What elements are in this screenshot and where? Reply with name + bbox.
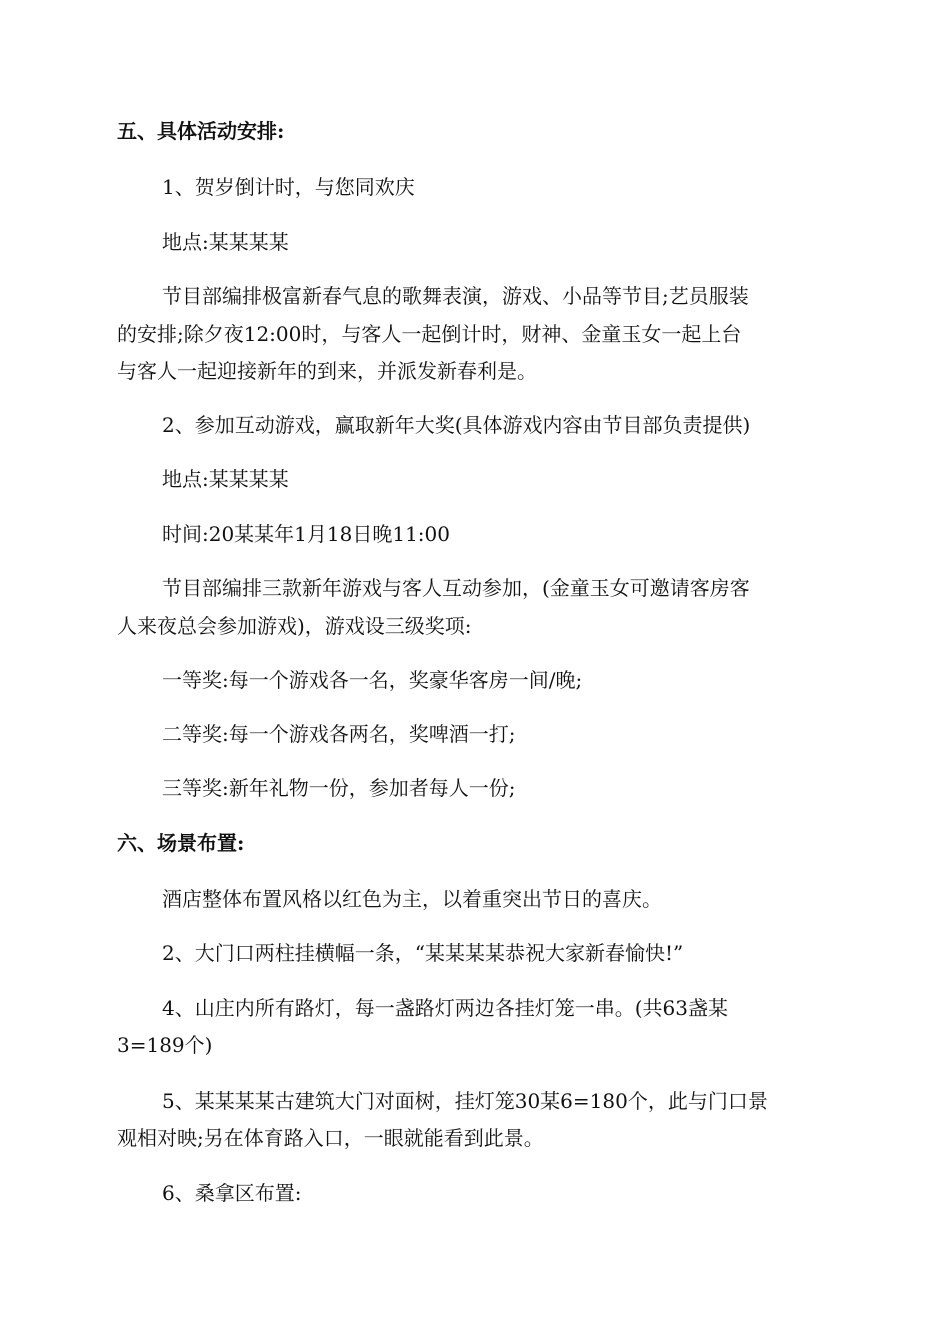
section-heading-activities: 五、具体活动安排: [117, 119, 285, 143]
item-games-location: 地点:某某某某 [162, 467, 289, 491]
decoration-banner: 2、大门口两柱挂横幅一条，“某某某某恭祝大家新春愉快!” [162, 941, 684, 965]
item-countdown-title: 1、贺岁倒计时，与您同欢庆 [162, 175, 415, 199]
decoration-style: 酒店整体布置风格以红色为主，以着重突出节日的喜庆。 [162, 887, 662, 911]
item-games-time: 时间:20某某年1月18日晚11:00 [162, 522, 450, 546]
item-countdown-desc-line1: 节目部编排极富新春气息的歌舞表演，游戏、小品等节目;艺员服装 [162, 284, 749, 308]
prize-second: 二等奖:每一个游戏各两名，奖啤酒一打; [162, 722, 516, 746]
decoration-gate-trees-line1: 5、某某某某古建筑大门对面树，挂灯笼30某6=180个，此与门口景 [162, 1089, 768, 1113]
decoration-lanterns-line1: 4、山庄内所有路灯，每一盏路灯两边各挂灯笼一串。(共63盏某 [162, 996, 728, 1020]
section-heading-decoration: 六、场景布置: [117, 831, 245, 855]
item-countdown-desc-line2: 的安排;除夕夜12:00时，与客人一起倒计时，财神、金童玉女一起上台 [117, 322, 742, 346]
decoration-lanterns-line2: 3=189个) [117, 1033, 213, 1057]
item-countdown-desc-line3: 与客人一起迎接新年的到来，并派发新春利是。 [117, 359, 537, 383]
decoration-gate-trees-line2: 观相对映;另在体育路入口，一眼就能看到此景。 [117, 1126, 544, 1150]
item-countdown-location: 地点:某某某某 [162, 230, 289, 254]
item-games-desc-line1: 节目部编排三款新年游戏与客人互动参加，(金童玉女可邀请客房客 [162, 576, 750, 600]
decoration-sauna: 6、桑拿区布置: [162, 1181, 302, 1205]
prize-third: 三等奖:新年礼物一份，参加者每人一份; [162, 776, 516, 800]
prize-first: 一等奖:每一个游戏各一名，奖豪华客房一间/晚; [162, 668, 583, 692]
item-games-title: 2、参加互动游戏，赢取新年大奖(具体游戏内容由节目部负责提供) [162, 413, 751, 437]
item-games-desc-line2: 人来夜总会参加游戏)，游戏设三级奖项: [117, 614, 472, 638]
